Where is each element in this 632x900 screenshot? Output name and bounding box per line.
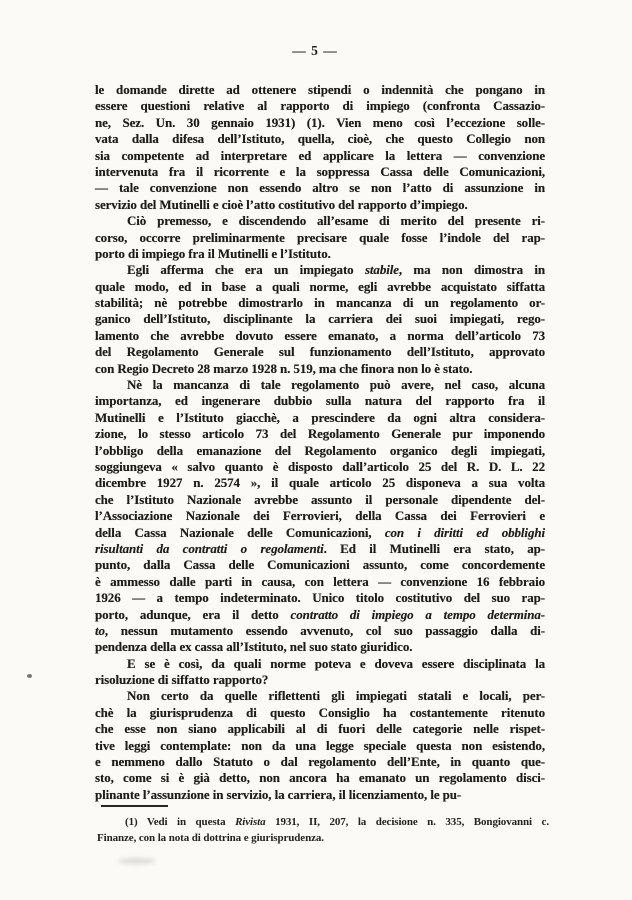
text-line: (1) Vedi in questa Rivista 1931, II, 207, la decisione n. 335, Bongiovanni c.	[125, 816, 549, 828]
text-line: Ciò premesso, e discendendo all’esame di merito del presente ri-	[127, 213, 545, 229]
footnote-rule	[101, 805, 168, 807]
text-line: sia competente ad interpretare ed applicare la lettera — convenzione	[95, 147, 545, 163]
text-line: servizio del Mutinelli e cioè l’atto costitutivo del rapporto d’impiego.	[95, 196, 468, 212]
paragraph	[97, 815, 549, 846]
text-line: Non certo da quelle riflettenti gli impiegati statali e locali, per-	[127, 688, 545, 704]
paragraph	[95, 377, 545, 656]
document-body	[95, 82, 545, 803]
scan-speck	[27, 674, 32, 678]
text-line: zione, lo stesso articolo 73 del Regolamento Generale pur imponendo	[95, 426, 545, 442]
text-line: quale modo, ed in base a quali norme, egli avrebbe acquistato siffatta	[95, 278, 545, 294]
text-line: dicembre 1927 n. 2574 », il quale articolo 25 disponeva a sua volta	[95, 475, 545, 491]
text-line: lamento che avrebbe dovuto essere emanato, a norma dell’articolo 73	[95, 327, 545, 343]
text-line: della Cassa Nazionale delle Comunicazioni, con i diritti ed obblighi	[95, 524, 545, 540]
text-line: punto, dalla Cassa delle Comunicazioni assunto, come concordemente	[95, 557, 545, 573]
text-line: con Regio Decreto 28 marzo 1928 n. 519, ma che finora non lo è stato.	[95, 360, 473, 376]
text-line: del Regolamento Generale sul funzionamento dell’Istituto, approvato	[95, 344, 545, 360]
footnote	[97, 815, 549, 846]
text-line: porto, adunque, era il detto contratto di impiego a tempo determina-	[95, 606, 545, 622]
text-line: pendenza della ex cassa all’Istituto, nel suo stato giuridico.	[95, 639, 413, 655]
text-line: risultanti da contratti o regolamenti. Ed il Mutinelli era stato, ap-	[95, 540, 545, 556]
text-line: tive leggi contemplate: non da una legge speciale questa non esistendo,	[95, 737, 545, 753]
text-line: Nè la mancanza di tale regolamento può avere, nel caso, alcuna	[127, 377, 545, 393]
text-line: vata dalla difesa dell’Istituto, quella, cioè, che questo Collegio non	[95, 131, 545, 147]
text-line: l’obbligo della emanazione del Regolamento organico degli impiegati,	[95, 442, 545, 458]
text-line: E se è così, da quali norme poteva e doveva essere disciplinata la	[127, 655, 545, 671]
text-line: ne, Sez. Un. 30 gennaio 1931) (1). Vien meno così l’eccezione solle-	[95, 114, 545, 130]
text-line: risoluzione di siffatto rapporto?	[95, 672, 269, 688]
text-line: Mutinelli e l’Istituto giacchè, a prescindere da ogni altra considera-	[95, 409, 545, 425]
text-line: corso, occorre preliminarmente precisare quale fosse l’indole del rap-	[95, 229, 545, 245]
text-line: intervenuta fra il ricorrente e la soppressa Cassa delle Comunicazioni,	[95, 163, 545, 179]
text-line: che l’Istituto Nazionale avrebbe assunto il personale dipendente del-	[95, 491, 545, 507]
paragraph	[95, 213, 545, 262]
text-line: le domande dirette ad ottenere stipendi o indennità che pongano in	[95, 82, 545, 97]
page-number: — 5 —	[292, 43, 338, 58]
text-line: 1926 — a tempo indeterminato. Unico titolo costitutivo del suo rap-	[95, 590, 545, 606]
text-line: Finanze, con la nota di dottrina e giurisprudenza.	[97, 831, 324, 844]
text-line: sto, come si è già detto, non ancora ha emanato un regolamento disci-	[95, 770, 545, 786]
paragraph	[95, 82, 545, 213]
text-line: to, nessun mutamento essendo avvenuto, col suo passaggio dalla di-	[95, 622, 545, 638]
text-line: — tale convenzione non essendo altro se non l’atto di assunzione in	[95, 180, 545, 196]
text-line: l’Associazione Nazionale dei Ferrovieri, della Cassa dei Ferrovieri e	[95, 508, 545, 524]
scan-smudge	[118, 858, 156, 864]
text-line: plinante l’assunzione in servizio, la carriera, il licenziamento, le pu-	[95, 786, 462, 802]
text-line: soggiungeva « salvo quanto è disposto dall’articolo 25 del R. D. L. 22	[95, 458, 545, 474]
text-line: ganico dell’Istituto, disciplinante la carriera dei suoi impiegati, rego-	[95, 311, 545, 327]
paragraph	[95, 688, 545, 803]
paragraph	[95, 262, 545, 377]
text-line: essere questioni relative al rapporto di impiego (confronta Cassazio-	[95, 98, 545, 114]
text-line: importanza, ed ingenerare dubbio sulla natura del rapporto fra il	[95, 393, 545, 409]
text-line: che esse non siano applicabili al di fuori delle categorie nelle rispet-	[95, 721, 545, 737]
text-line: e nemmeno dallo Statuto o dal regolamento dell’Ente, in quanto que-	[95, 754, 545, 770]
text-line: porto di impiego fra il Mutinelli e l’Istituto.	[95, 245, 331, 261]
text-line: è ammesso dalle parti in causa, con lettera — convenzione 16 febbraio	[95, 573, 545, 589]
paragraph	[95, 656, 545, 689]
text-line: stabilità; nè potrebbe dimostrarlo in mancanza di un regolamento or-	[95, 295, 545, 311]
text-line: chè la giurisprudenza di questo Consiglio ha costantemente ritenuto	[95, 704, 545, 720]
text-line: Egli afferma che era un impiegato stabile, ma non dimostra in	[127, 262, 545, 278]
